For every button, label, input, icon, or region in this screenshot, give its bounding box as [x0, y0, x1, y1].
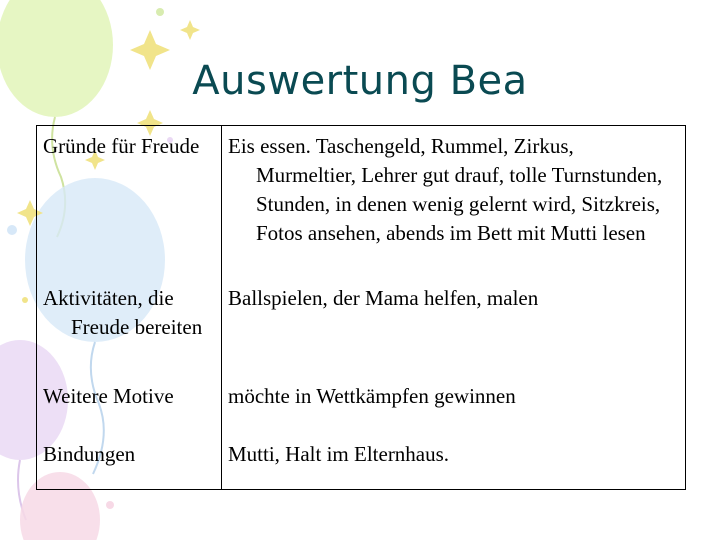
row-value: Mutti, Halt im Elternhaus.	[222, 434, 686, 490]
row-label: Weitere Motive	[37, 376, 222, 434]
table-row	[37, 278, 686, 376]
table-row	[37, 126, 686, 279]
slide-title: Auswertung Bea	[192, 58, 528, 104]
evaluation-table	[36, 125, 686, 490]
row-value: möchte in Wettkämpfen gewinnen	[222, 376, 686, 434]
row-label: Bindungen	[37, 434, 222, 490]
table-row	[37, 434, 686, 490]
row-value: Ballspielen, der Mama helfen, malen	[222, 278, 686, 376]
table-row	[37, 376, 686, 434]
row-label: Gründe für Freude	[37, 126, 222, 279]
row-value: Eis essen. Taschengeld, Rummel, Zirkus, Murmeltier, Lehrer gut drauf, tolle Turnstunden, Stunden, in denen wenig gelernt wird, Sitzkreis, Fotos ansehen, abends im Bett mit Mutti lesen	[222, 126, 686, 279]
row-label: Aktivitäten, die Freude bereiten	[37, 278, 222, 376]
